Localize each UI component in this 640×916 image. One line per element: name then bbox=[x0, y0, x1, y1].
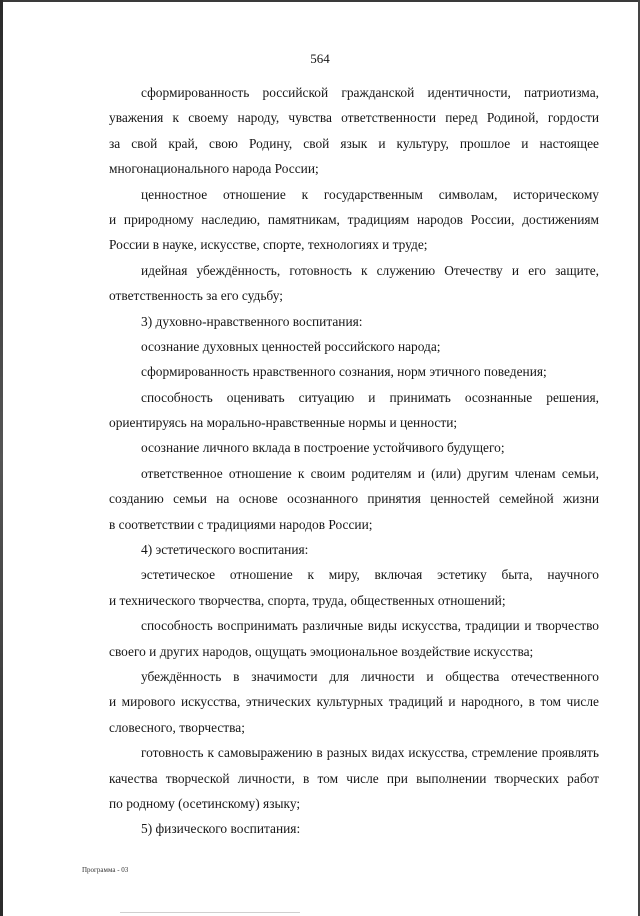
scan-edge-left bbox=[0, 0, 3, 916]
text-line: качества творческой личности, в том числе при выполнении творческих работ bbox=[109, 770, 599, 786]
text-line: идейная убеждённость, готовность к служению Отечеству и его защите, bbox=[141, 262, 599, 278]
scan-edge-top bbox=[0, 0, 640, 2]
text-line: ответственное отношение к своим родителям и (или) другим членам семьи, bbox=[141, 465, 599, 481]
text-line: России в науке, искусстве, спорте, технологиях и труде; bbox=[109, 237, 428, 253]
text-line: осознание личного вклада в построение устойчивого будущего; bbox=[141, 440, 505, 456]
text-line: сформированность нравственного сознания, норм этичного поведения; bbox=[141, 364, 547, 380]
text-line: словесного, творчества; bbox=[109, 719, 245, 735]
text-line: за свой край, свою Родину, свой язык и культуру, прошлое и настоящее bbox=[109, 135, 599, 151]
text-line: ответственность за его судьбу; bbox=[109, 288, 283, 304]
section-heading: 3) духовно-нравственного воспитания: bbox=[141, 313, 363, 329]
text-line: убеждённость в значимости для личности и общества отечественного bbox=[141, 668, 599, 684]
text-line: и мирового искусства, этнических культурных традиций и народного, в том числе bbox=[109, 694, 599, 710]
text-line: способность воспринимать различные виды искусства, традиции и творчество bbox=[141, 618, 599, 634]
text-line: способность оценивать ситуацию и принимать осознанные решения, bbox=[141, 389, 599, 405]
text-line: своего и других народов, ощущать эмоциональное воздействие искусства; bbox=[109, 643, 534, 659]
text-line: в соответствии с традициями народов России; bbox=[109, 516, 373, 532]
page-number: 564 bbox=[310, 51, 330, 66]
section-heading: 4) эстетического воспитания: bbox=[141, 542, 309, 558]
section-heading: 5) физического воспитания: bbox=[141, 821, 301, 837]
text-line: готовность к самовыражению в разных видах искусства, стремление проявлять bbox=[141, 745, 599, 761]
text-line: уважения к своему народу, чувства ответственности перед Родиной, гордости bbox=[109, 110, 599, 126]
text-line: и природному наследию, памятникам, традициям народов России, достижениям bbox=[109, 211, 599, 227]
page-body bbox=[109, 80, 599, 842]
text-line: сформированность российской гражданской идентичности, патриотизма, bbox=[141, 85, 599, 100]
text-line: по родному (осетинскому) языку; bbox=[109, 795, 301, 811]
text-line: ценностное отношение к государственным символам, историческому bbox=[141, 186, 599, 202]
text-line: эстетическое отношение к миру, включая эстетику быта, научного bbox=[141, 567, 599, 583]
footer-note: Программа - 03 bbox=[82, 866, 129, 874]
scan-artifact bbox=[120, 912, 300, 913]
text-line: созданию семьи на основе осознанного принятия ценностей семейной жизни bbox=[109, 491, 599, 507]
text-line: и технического творчества, спорта, труда, общественных отношений; bbox=[109, 592, 506, 608]
text-line: осознание духовных ценностей российского народа; bbox=[141, 338, 441, 354]
text-line: ориентируясь на морально-нравственные нормы и ценности; bbox=[109, 415, 458, 431]
text-line: многонационального народа России; bbox=[109, 161, 319, 177]
